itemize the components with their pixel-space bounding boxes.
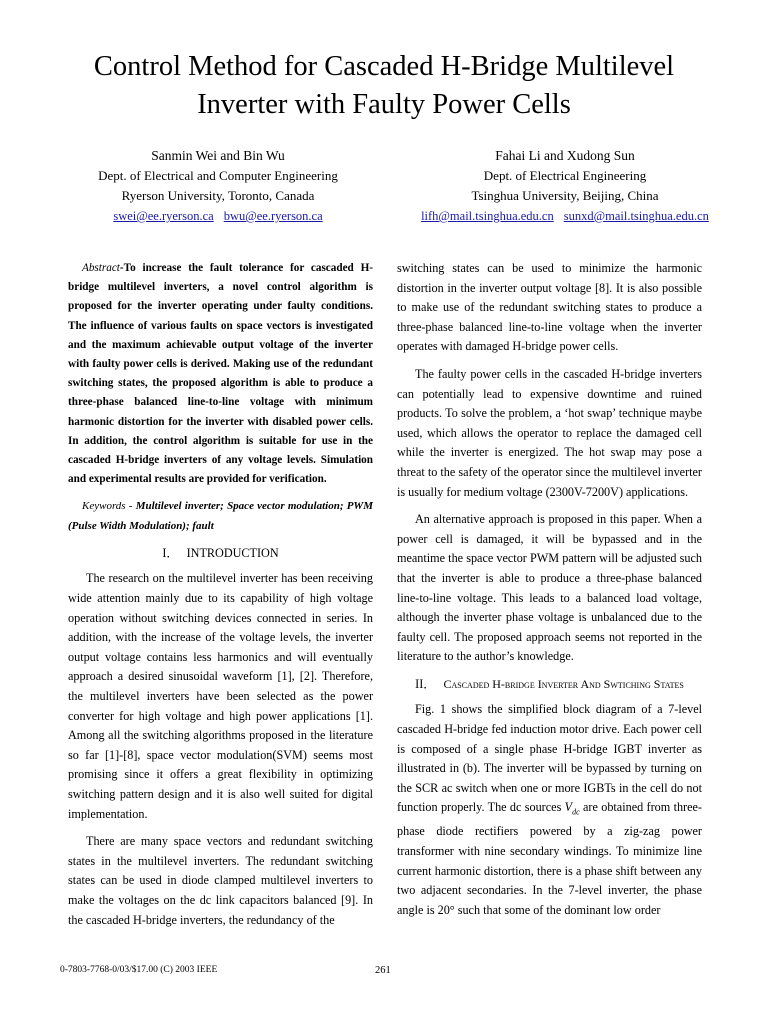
body-paragraph <box>397 700 702 920</box>
paper-title <box>40 48 728 124</box>
keywords-label: Keywords - <box>82 500 133 513</box>
paragraph-text: are obtained from three-phase diode rectifiers powered by a zig-zag power transformer with nine secondary windings. To minimize line current harmonic distortion, there is a phase shift between any two adjacent secondaries. In the 7-level inverter, the phase angle is 20° such that some of the dominant low order <box>397 800 702 917</box>
vdc-letter: V <box>564 800 573 815</box>
right-column <box>397 259 702 928</box>
abstract-text: -To increase the fault tolerance for cascaded H-bridge multilevel inverters, a novel control algorithm is proposed for the inverter operating under faulty conditions. The influence of various faults on space vectors is investigated and the maximum achievable output voltage of the inverter with faulty power cells is derived. Making use of the redundant switching states, the proposed algorithm is able to produce a three-phase balanced line-to-line voltage with minimum harmonic distortion for the inverter with disabled power cells. In addition, the control algorithm is suitable for use in the cascaded H-bridge inverters of any voltage levels. Simulation and experimental results are provided for verification. <box>68 262 373 486</box>
section-heading-introduction <box>68 544 373 564</box>
author-block-2 <box>410 146 720 226</box>
keywords-text: Multilevel inverter; Space vector modulation; PWM (Pulse Width Modulation); fault <box>68 500 373 532</box>
section-title: INTRODUCTION <box>186 545 279 560</box>
author-affiliation: Ryerson University, Toronto, Canada <box>121 188 315 203</box>
email-link[interactable]: bwu@ee.ryerson.ca <box>223 209 323 223</box>
body-paragraph: The faulty power cells in the cascaded H-bridge inverters can potentially lead to expensive downtime and ruined products. To solve the problem, a ‘hot swap’ technique maybe used, which allows the operator to replace the damaged cell while the inverter is energized. The hot swap may pose a threat to the safety of the operator since the multilevel inverter is usually for medium voltage (2300V-7200V) applications. <box>397 366 702 499</box>
paragraph-text: Fig. 1 shows the simplified block diagram of a 7-level cascaded H-bridge fed induction motor drive. Each power cell is composed of a single phase H-bridge IGBT inverter as illustrated in (b). The inverter will be bypassed by turning on the SCR ac switch when one or more IGBTs in the cell do not function properly. The dc sources <box>397 702 702 815</box>
email-link[interactable]: sunxd@mail.tsinghua.edu.cn <box>563 209 709 223</box>
section-number: II． <box>415 676 436 691</box>
section-title: Cascaded H-bridge Inverter And Swtiching States <box>443 676 684 691</box>
abstract-label: Abstract <box>82 262 120 274</box>
copyright-notice: 0-7803-7768-0/03/$17.00 (C) 2003 IEEE <box>60 965 218 975</box>
page-number: 261 <box>375 965 391 976</box>
abstract <box>68 259 373 489</box>
author-emails <box>64 206 372 226</box>
body-paragraph: An alternative approach is proposed in this paper. When a power cell is damaged, it will be bypassed and in the meantime the space vector PWM pattern will be adjusted such that the inverter is able to produce a three-phase balanced line-to-line voltage. This leads to a balanced load voltage, although the inverter phase voltage is unbalanced due to the faulty cell. The proposed approach seems not reported in the literature to the author’s knowledge. <box>397 512 702 664</box>
author-names: Sanmin Wei and Bin Wu <box>151 148 285 163</box>
left-column <box>68 259 373 938</box>
title-line-1: Control Method for Cascaded H-Bridge Multilevel <box>93 51 675 82</box>
body-paragraph: There are many space vectors and redundant switching states in the multilevel inverters. The redundant switching states can be used in diode clamped multilevel inverters to make the voltages on the dc link capacitors balanced [9]. In the cascaded H-bridge inverters, the redundancy of the <box>68 834 373 927</box>
author-block-1 <box>64 146 372 226</box>
author-emails <box>410 206 720 226</box>
author-names: Fahai Li and Xudong Sun <box>495 148 635 163</box>
body-paragraph: switching states can be used to minimize the harmonic distortion in the inverter output voltage [8]. It is also possible to make use of the redundant switching states to produce a three-phase balanced line-to-line voltage when the inverter operates with damaged H-bridge power cells. <box>397 261 702 354</box>
section-number: I． <box>162 545 179 560</box>
vdc-subscript: dc <box>572 807 580 817</box>
vdc-symbol <box>564 800 580 817</box>
email-link[interactable]: swei@ee.ryerson.ca <box>113 209 214 223</box>
section-heading-cascaded <box>397 675 702 695</box>
keywords <box>68 497 373 535</box>
title-line-2: Inverter with Faulty Power Cells <box>197 89 571 120</box>
author-affiliation: Tsinghua University, Beijing, China <box>471 188 659 203</box>
body-paragraph: The research on the multilevel inverter has been receiving wide attention mainly due to its capability of high voltage operation without switching devices connected in series. In addition, with the increase of the voltage levels, the inverter output voltage contains less harmonics and will eventually approach a desired sinusoidal waveform [1], [2]. Therefore, the multilevel inverters have been selected as the power converter for high voltage and high power applications [1]. Among all the switching algorithms proposed in the literature so far [1]-[8], space vector modulation(SVM) seems most promising since it offers a great flexibility in optimizing switching pattern design and it is also well suited for digital implementation. <box>68 571 373 821</box>
author-dept: Dept. of Electrical Engineering <box>483 168 647 183</box>
email-link[interactable]: lifh@mail.tsinghua.edu.cn <box>421 209 554 223</box>
author-dept: Dept. of Electrical and Computer Engineering <box>98 168 338 183</box>
